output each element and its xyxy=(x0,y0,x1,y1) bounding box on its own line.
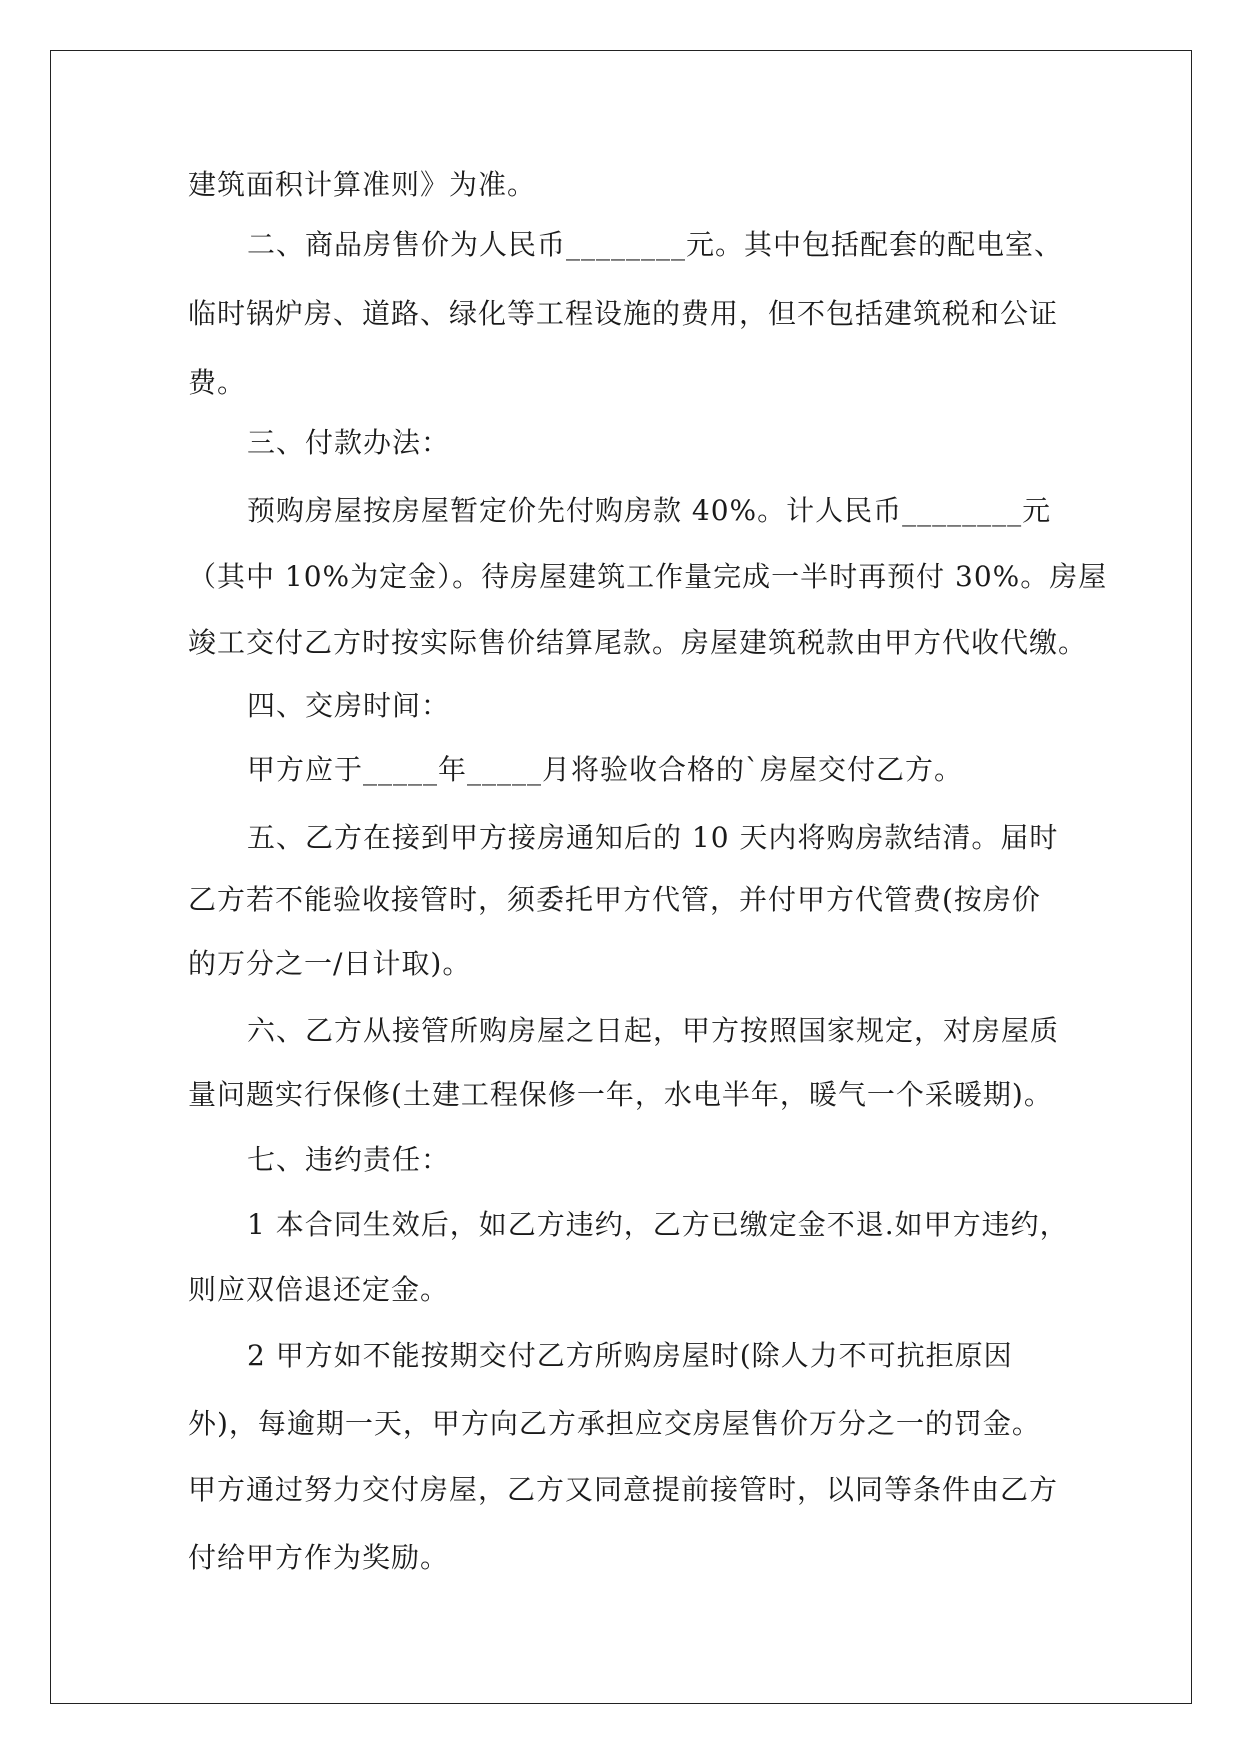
text-line: 甲方应于_____年_____月将验收合格的`房屋交付乙方。 xyxy=(247,753,964,786)
text-line: 付给甲方作为奖励。 xyxy=(188,1541,450,1574)
text-line: 预购房屋按房屋暂定价先付购房款 40%。计人民币________元 xyxy=(247,494,1052,527)
text-line: 量问题实行保修(土建工程保修一年，水电半年，暖气一个采暖期)。 xyxy=(188,1078,1053,1111)
text-line: 四、交房时间： xyxy=(247,689,451,722)
text-line: 2 甲方如不能按期交付乙方所购房屋时(除人力不可抗拒原因 xyxy=(247,1339,1013,1372)
text-line: 七、违约责任： xyxy=(247,1143,451,1176)
text-line: 临时锅炉房、道路、绿化等工程设施的费用，但不包括建筑税和公证 xyxy=(188,297,1059,330)
text-line: （其中 10%为定金）。待房屋建筑工作量完成一半时再预付 30%。房屋 xyxy=(188,560,1108,593)
text-line: 三、付款办法： xyxy=(247,426,451,459)
text-line: 建筑面积计算准则》为准。 xyxy=(188,168,537,201)
text-line: 费。 xyxy=(188,366,247,399)
text-line: 1 本合同生效后，如乙方违约，乙方已缴定金不退.如甲方违约， xyxy=(247,1208,1069,1241)
text-line: 六、乙方从接管所购房屋之日起，甲方按照国家规定，对房屋质 xyxy=(247,1014,1060,1047)
text-line: 二、商品房售价为人民币________元。其中包括配套的配电室、 xyxy=(247,228,1064,261)
text-line: 则应双倍退还定金。 xyxy=(188,1273,450,1306)
text-line: 甲方通过努力交付房屋，乙方又同意提前接管时，以同等条件由乙方 xyxy=(188,1473,1059,1506)
text-line: 竣工交付乙方时按实际售价结算尾款。房屋建筑税款由甲方代收代缴。 xyxy=(188,626,1088,659)
text-line: 五、乙方在接到甲方接房通知后的 10 天内将购房款结清。届时 xyxy=(247,821,1059,854)
text-line: 外)，每逾期一天，甲方向乙方承担应交房屋售价万分之一的罚金。 xyxy=(188,1407,1041,1440)
text-line: 的万分之一/日计取)。 xyxy=(188,947,472,980)
text-line: 乙方若不能验收接管时，须委托甲方代管，并付甲方代管费(按房价 xyxy=(188,883,1041,916)
